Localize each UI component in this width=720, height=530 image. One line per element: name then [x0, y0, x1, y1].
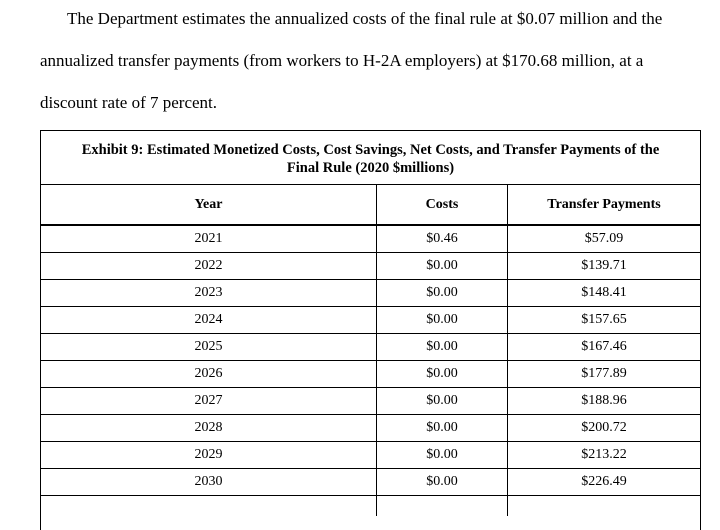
cell-costs: $0.00: [377, 253, 508, 279]
cell-empty: [41, 496, 377, 516]
cell-costs: $0.00: [377, 361, 508, 387]
cell-empty: [508, 496, 700, 516]
exhibit-caption-line-2: Final Rule (2020 $millions): [286, 160, 455, 176]
cell-year: 2023: [41, 280, 377, 306]
header-costs: Costs: [377, 185, 508, 224]
cell-year: 2021: [41, 226, 377, 252]
cell-costs: $0.00: [377, 388, 508, 414]
cell-transfer-payments: $200.72: [581, 420, 627, 435]
table-row: [41, 442, 700, 469]
cell-transfer-payments: $167.46: [581, 339, 627, 354]
cell-transfer-payments: $177.89: [581, 366, 627, 381]
cell-transfer-payments: $157.65: [581, 312, 627, 327]
cell-costs: $0.00: [377, 415, 508, 441]
cell-transfer-payments: $139.71: [581, 258, 627, 273]
table-row-partial: [41, 496, 700, 516]
exhibit-table: [40, 130, 701, 530]
cell-costs: $0.00: [377, 442, 508, 468]
table-row: [41, 280, 700, 307]
paragraph-line-3: discount rate of 7 percent.: [40, 93, 218, 112]
paragraph-line-1: The Department estimates the annualized costs of the final rule at $0.07 million and the: [67, 9, 663, 28]
cell-year: 2029: [41, 442, 377, 468]
cell-year: 2022: [41, 253, 377, 279]
cell-transfer-payments: $57.09: [584, 231, 624, 246]
table-row: [41, 334, 700, 361]
cell-costs: $0.46: [377, 226, 508, 252]
table-row: [41, 361, 700, 388]
table-row: [41, 226, 700, 253]
cell-year: 2026: [41, 361, 377, 387]
cell-costs: $0.00: [377, 334, 508, 360]
cell-year: 2027: [41, 388, 377, 414]
cell-transfer-payments: $148.41: [581, 285, 627, 300]
table-row: [41, 307, 700, 334]
exhibit-grid: [41, 185, 700, 516]
cell-costs: $0.00: [377, 280, 508, 306]
cell-year: 2024: [41, 307, 377, 333]
header-year: Year: [41, 185, 377, 224]
cell-costs: $0.00: [377, 469, 508, 495]
cell-year: 2030: [41, 469, 377, 495]
table-row: [41, 388, 700, 415]
exhibit-caption: [41, 131, 700, 185]
table-header-row: [41, 185, 700, 226]
cell-costs: $0.00: [377, 307, 508, 333]
exhibit-caption-line-1: Exhibit 9: Estimated Monetized Costs, Cost Savings, Net Costs, and Transfer Payments of the: [81, 142, 660, 158]
cell-empty: [377, 496, 508, 516]
cell-transfer-payments: $213.22: [581, 447, 627, 462]
table-row: [41, 469, 700, 496]
cell-year: 2025: [41, 334, 377, 360]
table-row: [41, 415, 700, 442]
table-row: [41, 253, 700, 280]
cell-year: 2028: [41, 415, 377, 441]
paragraph-line-2: annualized transfer payments (from workers to H-2A employers) at $170.68 million, at a: [40, 51, 644, 70]
cell-transfer-payments: $226.49: [581, 474, 627, 489]
cell-transfer-payments: $188.96: [581, 393, 627, 408]
header-transfer-payments: Transfer Payments: [547, 196, 661, 212]
